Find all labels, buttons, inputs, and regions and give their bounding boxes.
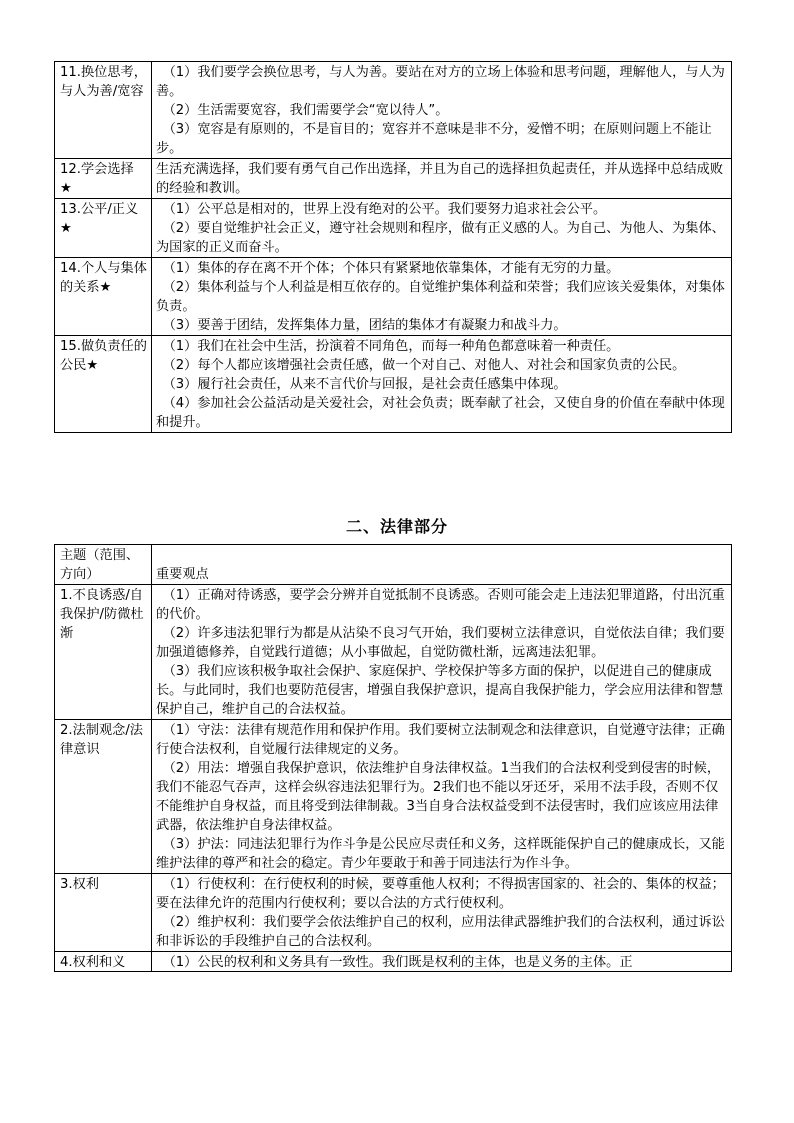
points-cell — [152, 199, 732, 258]
point-paragraph: （1）我们要学会换位思考，与人为善。要站在对方的立场上体验和思考问题，理解他人，与人为善。 — [156, 65, 725, 99]
point-paragraph: （2）集体利益与个人利益是相互依存的。自觉维护集体利益和荣誉；我们应该关爱集体，对集体负责。 — [156, 280, 725, 314]
point-paragraph: （1）集体的存在离不开个体；个体只有紧紧地依靠集体，才能有无穷的力量。 — [162, 261, 620, 276]
table-row — [55, 159, 732, 199]
point-paragraph: （3）宽容是有原则的，不是盲目的；宽容并不意味是非不分，爱憎不明；在原则问题上不能让步。 — [156, 122, 712, 156]
points-cell — [152, 874, 732, 952]
header-points-label: 重要观点 — [156, 567, 209, 582]
header-topic-label: 主题（范围、方向） — [60, 548, 140, 582]
points-cell — [152, 336, 732, 433]
topic-label: 3.权利 — [60, 877, 99, 892]
topic-cell — [55, 585, 152, 720]
point-paragraph: 生活充满选择，我们要有勇气自己作出选择，并且为自己的选择担负起责任，并从选择中总结成败的经验和教训。 — [156, 162, 724, 196]
points-cell — [152, 159, 732, 199]
points-cell — [152, 952, 732, 972]
point-paragraph: （2）许多违法犯罪行为都是从沾染不良习气开始，我们要树立法律意识，自觉依法自律；我们要加强道德修养，自觉践行道德；从小事做起，自觉防微杜渐，远离违法犯罪。 — [156, 626, 725, 660]
point-paragraph: （2）生活需要宽容，我们需要学会“宽以待人”。 — [162, 103, 449, 118]
point-paragraph: （3）要善于团结，发挥集体力量，团结的集体才有凝聚力和战斗力。 — [162, 318, 567, 333]
point-paragraph: （3）履行社会责任，从来不言代价与回报，是社会责任感集中体现。 — [162, 377, 567, 392]
table-row — [55, 336, 732, 433]
topic-label: 15.做负责任的公民★ — [60, 339, 147, 373]
topic-label: 12.学会选择 ★ — [60, 162, 147, 196]
point-paragraph: （1）守法：法律有规范作用和保护作用。我们要树立法制观念和法律意识，自觉遵守法律；正确行使合法权利，自觉履行法律规定的义务。 — [156, 723, 725, 757]
points-cell — [152, 62, 732, 159]
topic-cell — [55, 62, 152, 159]
point-paragraph: （3）护法：同违法犯罪行为作斗争是公民应尽责任和义务，这样既能保护自己的健康成长，又能维护法律的尊严和社会的稳定。青少年要敢于和善于同违法行为作斗争。 — [156, 837, 725, 871]
point-paragraph: （1）公平总是相对的，世界上没有绝对的公平。我们要努力追求社会公平。 — [162, 202, 607, 217]
table-row — [55, 874, 732, 952]
topic-label: 2.法制观念/法律意识 — [60, 723, 143, 757]
point-paragraph: （2）要自觉维护社会正义，遵守社会规则和程序，做有正义感的人。为自己、为他人、为集体、为国家的正义而奋斗。 — [156, 221, 725, 255]
morality-points-table — [54, 61, 732, 433]
table-row — [55, 258, 732, 336]
header-points-cell — [152, 545, 732, 585]
section-title: 二、法律部分 — [345, 517, 448, 536]
point-paragraph: （3）我们应该积极争取社会保护、家庭保护、学校保护等多方面的保护，以促进自己的健康成长。与此同时，我们也要防范侵害，增强自我保护意识，提高自我保护能力，学会应用法律和智慧保护自己，维护自己的合法权益。 — [156, 664, 724, 717]
point-paragraph: （1）我们在社会中生活，扮演着不同角色，而每一种角色都意味着一种责任。 — [162, 339, 620, 354]
topic-label: 13.公平/正义★ — [60, 202, 139, 236]
table-header-row — [55, 545, 732, 585]
table-row — [55, 952, 732, 972]
law-points-table — [54, 544, 732, 972]
topic-cell — [55, 720, 152, 874]
points-cell — [152, 258, 732, 336]
points-cell — [152, 720, 732, 874]
points-cell — [152, 585, 732, 720]
topic-cell — [55, 258, 152, 336]
topic-label: 4.权利和义 — [60, 955, 126, 970]
topic-label: 14.个人与集体的关系★ — [60, 261, 147, 295]
point-paragraph: （1）公民的权利和义务具有一致性。我们既是权利的主体，也是义务的主体。正 — [162, 955, 633, 970]
table-row — [55, 585, 732, 720]
table-row — [55, 199, 732, 258]
topic-cell — [55, 952, 152, 972]
point-paragraph: （2）用法：增强自我保护意识，依法维护自身法律权益。1当我们的合法权利受到侵害的时候，我们不能忍气吞声，这样会纵容违法犯罪行为。2我们也不能以牙还牙，采用不法手段，否则不仅不能维护自身权益，而且将受到法律制裁。3当自身合法权益受到不法侵害时，我们应该应用法律武器，依法维护自身法律权益。 — [156, 761, 721, 833]
point-paragraph: （4）参加社会公益活动是关爱社会，对社会负责；既奉献了社会，又使自身的价值在奉献中体现和提升。 — [156, 396, 725, 430]
header-topic-cell — [55, 545, 152, 585]
topic-label: 11.换位思考，与人为善/宽容 — [60, 65, 147, 99]
topic-cell — [55, 874, 152, 952]
point-paragraph: （1）正确对待诱惑，要学会分辨并自觉抵制不良诱惑。否则可能会走上违法犯罪道路，付出沉重的代价。 — [156, 588, 725, 622]
topic-label: 1.不良诱惑/自我保护/防微杜渐 — [60, 588, 144, 641]
topic-cell — [55, 159, 152, 199]
table-row — [55, 720, 732, 874]
table-row — [55, 62, 732, 159]
point-paragraph: （1）行使权利：在行使权利的时候，要尊重他人权利；不得损害国家的、社会的、集体的权益；要在法律允许的范围内行使权利；要以合法的方式行使权利。 — [156, 877, 725, 911]
topic-cell — [55, 199, 152, 258]
topic-cell — [55, 336, 152, 433]
point-paragraph: （2）维护权利：我们要学会依法维护自己的权利，应用法律武器维护我们的合法权利，通过诉讼和非诉讼的手段维护自己的合法权利。 — [156, 915, 725, 949]
point-paragraph: （2）每个人都应该增强社会责任感，做一个对自己、对他人、对社会和国家负责的公民。 — [162, 358, 686, 373]
